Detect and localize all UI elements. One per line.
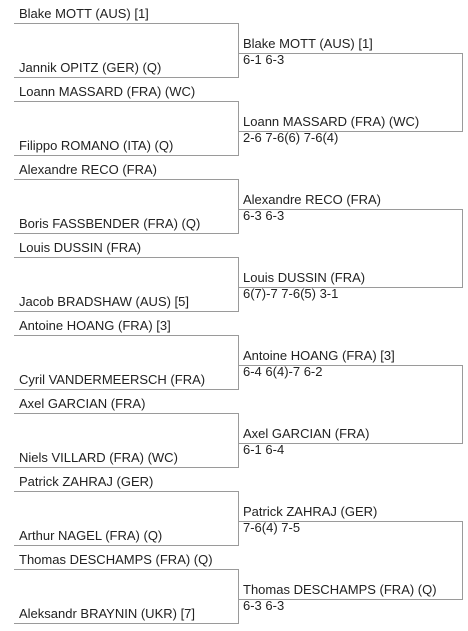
player-name: Loann MASSARD (FRA) (WC) [19, 84, 196, 99]
player-name: Thomas DESCHAMPS (FRA) (Q) [19, 552, 213, 567]
player-name: Filippo ROMANO (ITA) (Q) [19, 138, 174, 153]
player-name: Jacob BRADSHAW (AUS) [5] [19, 294, 190, 309]
winner-name: Thomas DESCHAMPS (FRA) (Q) [243, 582, 437, 597]
player-name: Boris FASSBENDER (FRA) (Q) [19, 216, 201, 231]
match-score: 7-6(4) 7-5 [243, 520, 301, 535]
player-name: Arthur NAGEL (FRA) (Q) [19, 528, 163, 543]
match-score: 6-3 6-3 [243, 598, 285, 613]
player-name: Antoine HOANG (FRA) [3] [19, 318, 171, 333]
player-name: Axel GARCIAN (FRA) [19, 396, 146, 411]
match-score: 6-1 6-3 [243, 52, 285, 67]
winner-name: Axel GARCIAN (FRA) [243, 426, 370, 441]
player-name: Alexandre RECO (FRA) [19, 162, 157, 177]
player-name: Patrick ZAHRAJ (GER) [19, 474, 154, 489]
winner-name: Patrick ZAHRAJ (GER) [243, 504, 378, 519]
match-score: 2-6 7-6(6) 7-6(4) [243, 130, 339, 145]
player-name: Blake MOTT (AUS) [1] [19, 6, 149, 21]
player-name: Aleksandr BRAYNIN (UKR) [7] [19, 606, 196, 621]
match-score: 6(7)-7 7-6(5) 3-1 [243, 286, 339, 301]
winner-name: Alexandre RECO (FRA) [243, 192, 381, 207]
player-name: Louis DUSSIN (FRA) [19, 240, 142, 255]
match-score: 6-1 6-4 [243, 442, 285, 457]
player-name: Niels VILLARD (FRA) (WC) [19, 450, 178, 465]
winner-name: Blake MOTT (AUS) [1] [243, 36, 373, 51]
player-name: Cyril VANDERMEERSCH (FRA) [19, 372, 206, 387]
match-score: 6-3 6-3 [243, 208, 285, 223]
winner-name: Loann MASSARD (FRA) (WC) [243, 114, 420, 129]
player-name: Jannik OPITZ (GER) (Q) [19, 60, 162, 75]
match-score: 6-4 6(4)-7 6-2 [243, 364, 323, 379]
winner-name: Antoine HOANG (FRA) [3] [243, 348, 395, 363]
winner-name: Louis DUSSIN (FRA) [243, 270, 366, 285]
